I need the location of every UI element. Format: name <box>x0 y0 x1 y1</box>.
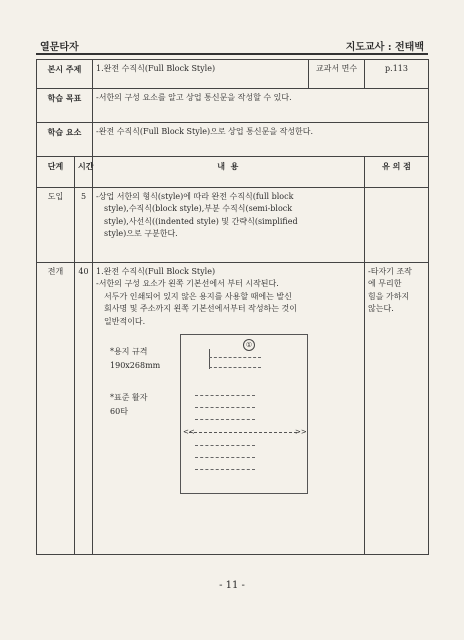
letter-layout-figure <box>96 334 361 504</box>
development-line: 서두가 인쇄되어 있지 않은 용지를 사용할 때에는 발신 <box>104 291 292 301</box>
development-line: 회사명 및 주소까지 왼쪽 기본선에서부터 작성하는 것이 <box>104 304 298 314</box>
document-header-left: 열문타자 <box>40 42 79 53</box>
body-line <box>195 407 255 408</box>
body-line <box>195 419 255 420</box>
body-line <box>195 445 255 446</box>
intro-line: style),사선식((indented style) 및 간략식(simplified <box>104 216 298 226</box>
goal-text: -서한의 구성 요소를 알고 상업 통신문을 작성할 수 있다. <box>93 89 429 123</box>
development-note <box>365 263 429 555</box>
paper-spec-value: 190x268mm <box>110 360 161 370</box>
intro-content <box>93 188 365 263</box>
body-line <box>195 395 255 396</box>
goal-row <box>37 89 429 123</box>
intro-stage: 도입 <box>37 188 75 263</box>
page-number: - 11 - <box>219 580 245 591</box>
body-line <box>195 457 255 458</box>
intro-line: style),수직식(block style),부분 수직식(semi-block <box>104 204 293 214</box>
key-element-text: -완전 수직식(Full Block Style)으로 상업 통신문을 작성한다. <box>93 123 429 157</box>
lesson-plan-table <box>36 59 429 555</box>
heading-line <box>209 367 261 368</box>
circled-marker: ① <box>243 339 255 351</box>
document-header-right: 지도교사 : 전태백 <box>345 42 424 53</box>
paper-diagram <box>180 334 308 494</box>
topic-text: 1.완전 수직식(Full Block Style) <box>93 60 309 89</box>
development-time: 40 <box>75 263 93 555</box>
intro-note <box>365 188 429 263</box>
note-line: 않는다. <box>368 304 394 314</box>
column-header-row <box>37 157 429 188</box>
textbook-page-value: p.113 <box>365 60 429 89</box>
development-row <box>37 263 429 555</box>
type-spec-label: *표준 활자 <box>110 392 148 402</box>
note-line: 힘을 가하지 <box>368 291 410 301</box>
note-line: -타자기 조작 <box>368 267 412 276</box>
time-header: 시간 <box>75 157 93 188</box>
textbook-page-label: 교과서 면수 <box>309 60 365 89</box>
content-header: 내 용 <box>93 157 365 188</box>
development-line: -서한의 구성 요소가 왼쪽 기본선에서 부터 시작된다. <box>96 279 279 289</box>
line-width-guide <box>189 432 297 433</box>
body-line <box>195 469 255 470</box>
development-content <box>93 263 365 555</box>
paper-spec-label: *용지 규격 <box>110 346 148 356</box>
development-heading: 1.완전 수직식(Full Block Style) <box>96 267 216 276</box>
topic-label: 본시 주제 <box>37 60 93 89</box>
note-header: 유 의 점 <box>365 157 429 188</box>
development-line: 일반적이다. <box>104 316 146 326</box>
key-element-row <box>37 123 429 157</box>
type-spec-value: 60타 <box>110 406 128 416</box>
header-rule <box>36 53 428 55</box>
heading-line <box>209 357 261 358</box>
left-margin-line <box>209 349 210 369</box>
intro-line: style)으로 구분한다. <box>104 229 178 239</box>
development-stage: 전개 <box>37 263 75 555</box>
right-arrow-icon: >> <box>295 427 307 436</box>
key-element-label: 학습 요소 <box>37 123 93 157</box>
intro-row <box>37 188 429 263</box>
topic-row <box>37 60 429 89</box>
left-arrow-icon: << <box>183 427 195 436</box>
goal-label: 학습 목표 <box>37 89 93 123</box>
note-line: 에 무리한 <box>368 279 402 289</box>
stage-header: 단계 <box>37 157 75 188</box>
intro-time: 5 <box>75 188 93 263</box>
intro-line: -상업 서한의 형식(style)에 따라 완전 수직식(full block <box>96 192 294 201</box>
